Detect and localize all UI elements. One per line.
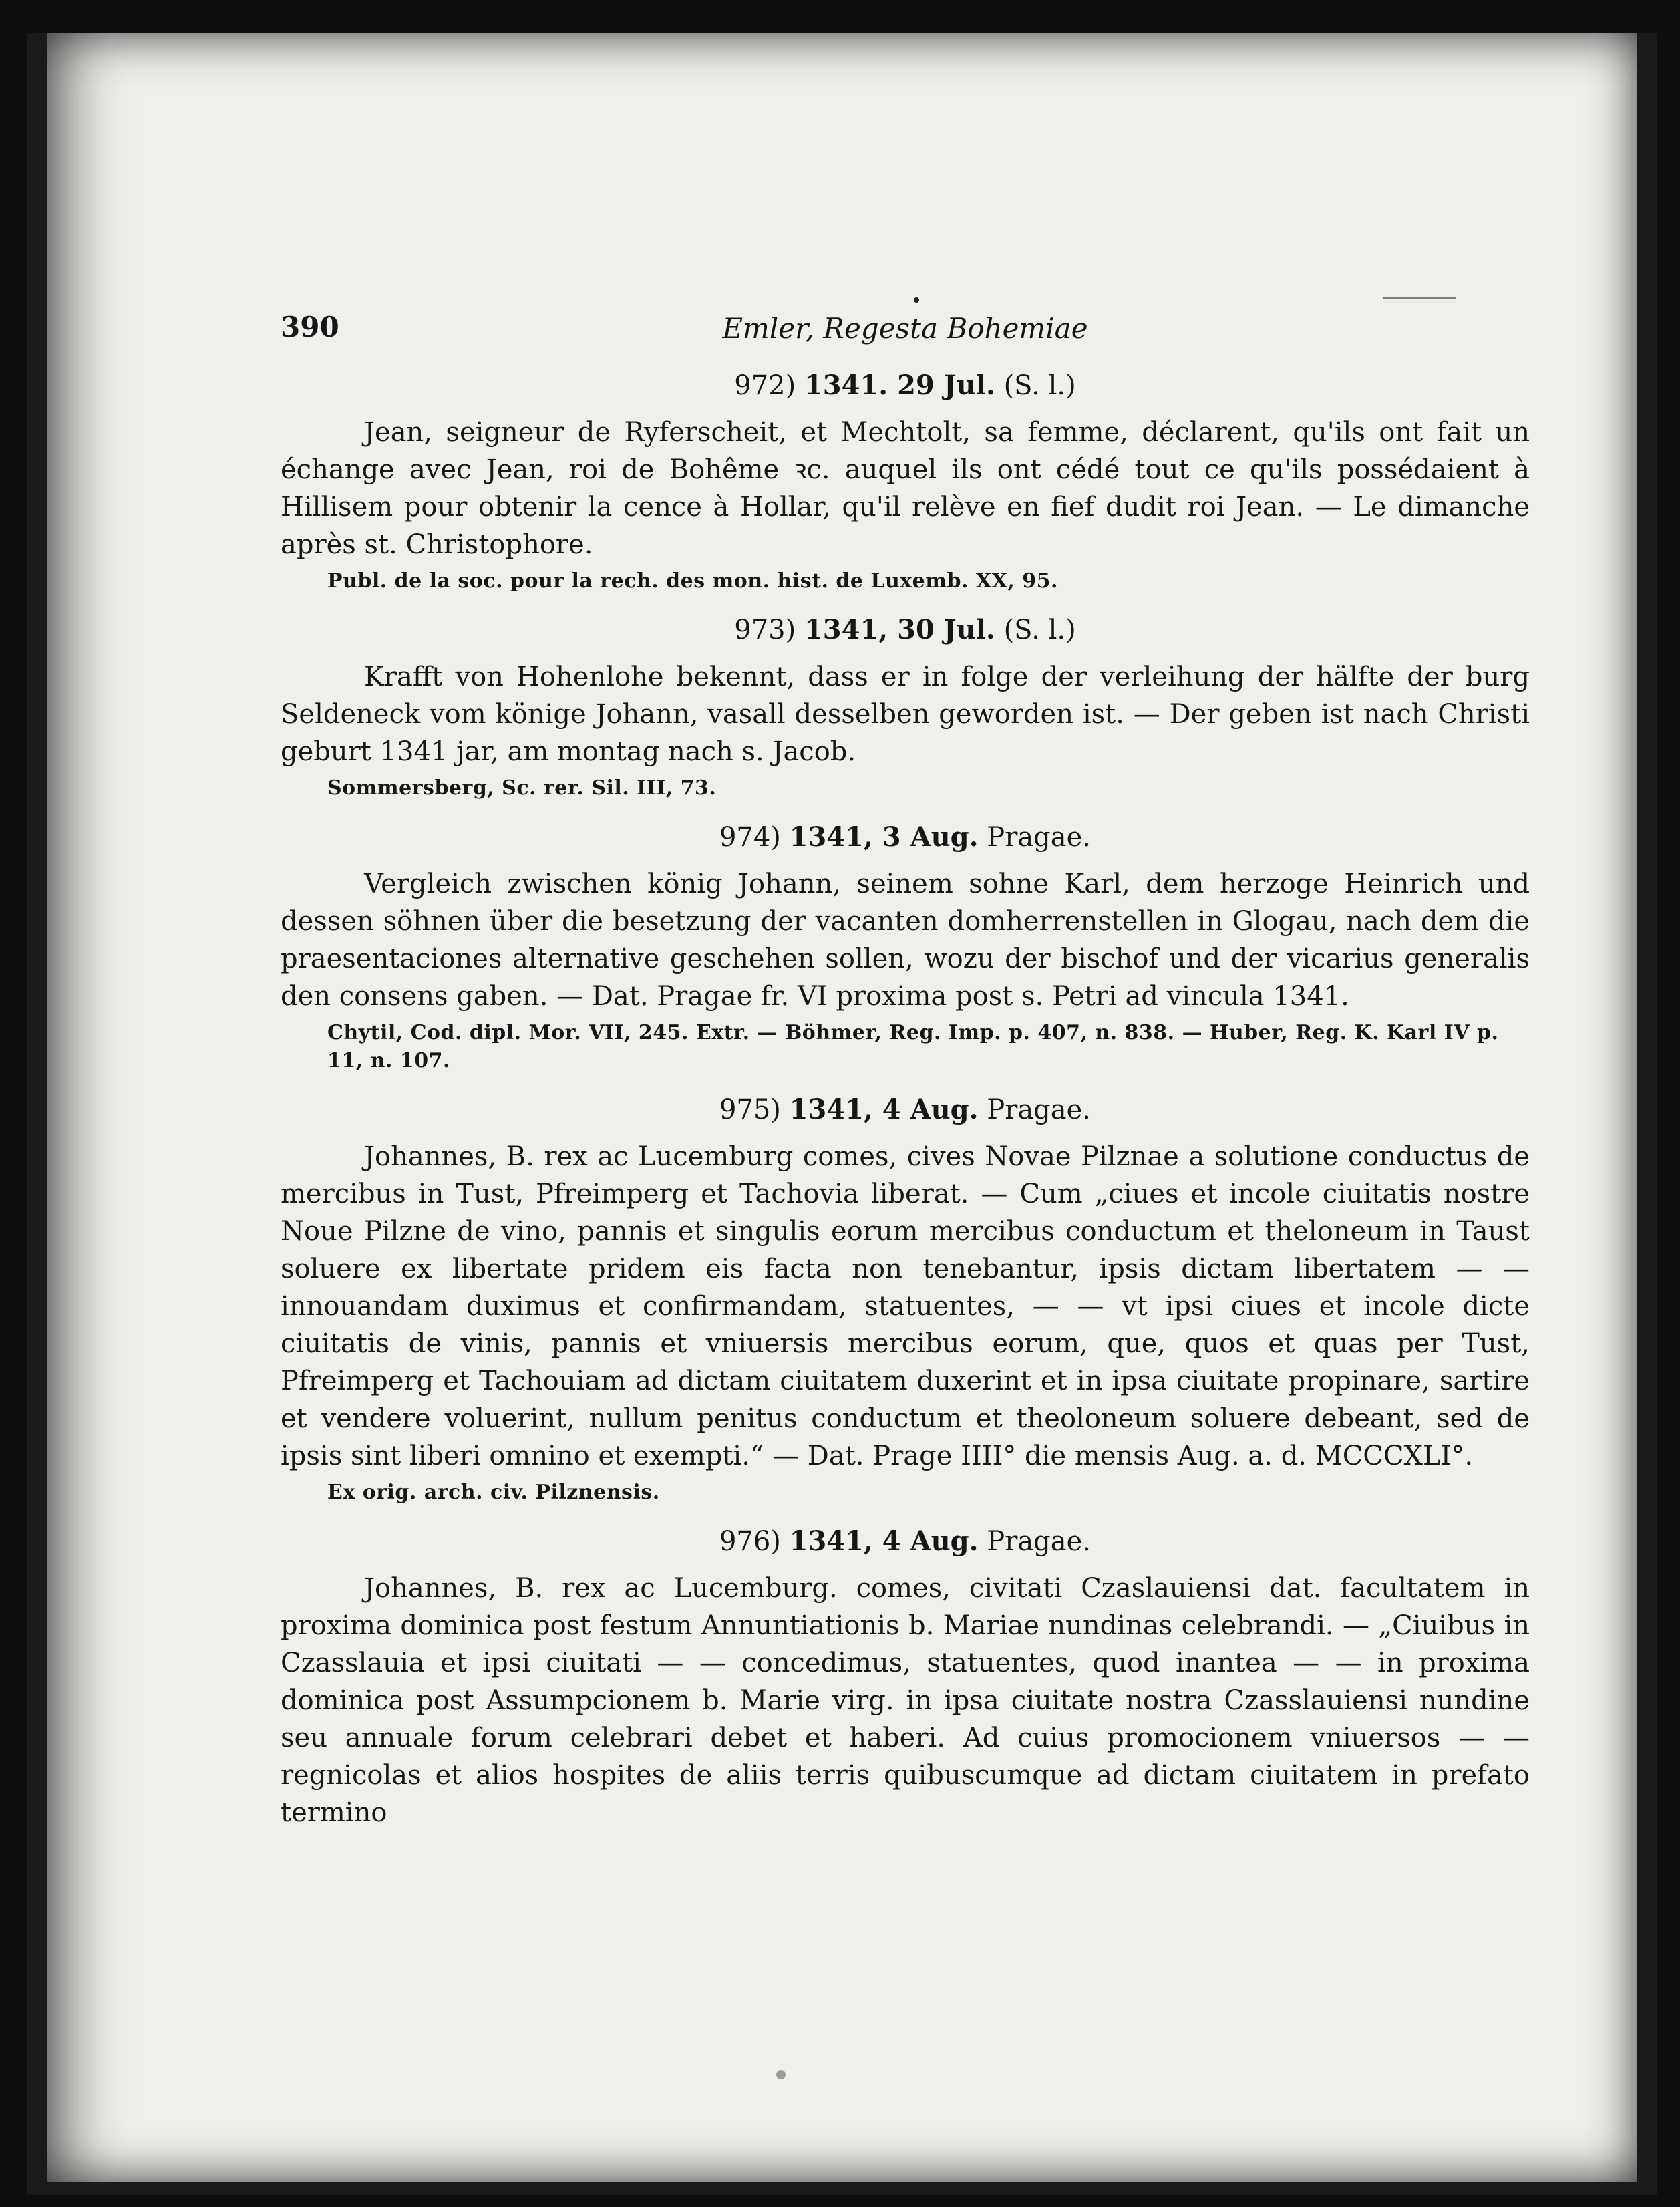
entry-body: Vergleich zwischen könig Johann, seinem sohne Karl, dem herzoge Heinrich und dessen söhnen über die besetzung der vacanten domherrenstellen in Glogau, nach dem die praesentaciones alternative geschehen sollen, wozu der bischof und der vicarius generalis den consens gaben. — Dat. Pragae fr. VI proxima post s. Petri ad vincula 1341. [281, 869, 1530, 1012]
entry-date: 1341, 3 Aug. [789, 821, 979, 853]
entry [281, 610, 1530, 802]
entry-place: Pragae. [987, 822, 1091, 853]
entry-source: Publ. de la soc. pour la rech. des mon. hist. de Luxemb. XX, 95. [327, 569, 1058, 593]
page-content [281, 297, 1530, 1831]
entry-number: 973) [734, 615, 796, 645]
entry-heading [281, 817, 1530, 857]
entry [281, 1090, 1530, 1507]
entry-number: 975) [719, 1094, 781, 1125]
head-dot [914, 297, 919, 303]
entry-place: (S. l.) [1003, 370, 1076, 401]
entry-source: Chytil, Cod. dipl. Mor. VII, 245. Extr. — Böhmer, Reg. Imp. p. 407, n. 838. — Huber, Reg. K. Karl IV p. 11, n. 107. [327, 1021, 1499, 1072]
entry-place: (S. l.) [1003, 615, 1076, 645]
entry-date: 1341, 4 Aug. [789, 1094, 979, 1125]
entry-heading [281, 365, 1530, 406]
entry-body: Jean, seigneur de Ryferscheit, et Mechtolt, sa femme, déclarent, qu'ils ont fait un échange avec Jean, roi de Bohême ꝛc. auquel ils ont cédé tout ce qu'ils possédaient à Hillisem pour obtenir la cence à Hollar, qu'il relève en fief dudit roi Jean. — Le dimanche après st. Christophore. [281, 417, 1530, 560]
entry-heading [281, 1090, 1530, 1130]
running-head [281, 297, 1530, 351]
entry-number: 976) [719, 1526, 781, 1557]
entry-number: 974) [719, 822, 781, 853]
entry-body: Krafft von Hohenlohe bekennt, dass er in folge der verleihung der hälfte der burg Seldeneck vom könige Johann, vasall desselben geworden ist. — Der geben ist nach Christi geburt 1341 jar, am montag nach s. Jacob. [281, 661, 1530, 767]
entry-number: 972) [734, 370, 796, 401]
entry-body: Johannes, B. rex ac Lucemburg comes, cives Novae Pilznae a solutione conductus de mercibus in Tust, Pfreimperg et Tachovia liberat. — Cum „ciues et incole ciuitatis nostre Noue Pilzne de vino, pannis et singulis eorum mercibus conductum et theloneum in Taust soluere ex libertate pridem eis facta non tenebantur, ipsis dictam libertatem — — innouandam duximus et confirmandam, statuentes, — — vt ipsi ciues et incole dicte ciuitatis de vinis, pannis et vniuersis mercibus eorum, que, quos et quas per Tust, Pfreimperg et Tachouiam ad dictam ciuitatem duxerint et in ipsa ciuitate propinare, sartire et vendere voluerint, nullum penitus conductum et theoloneum soluere debeant, sed de ipsis sint liberi omnino et exempti.“ — Dat. Prage IIII° die mensis Aug. a. d. MCCCXLI°. [281, 1141, 1530, 1471]
document-page [47, 33, 1637, 2182]
entry-heading [281, 610, 1530, 650]
entry [281, 365, 1530, 595]
scan-artifact-dot [776, 2070, 786, 2079]
entry-place: Pragae. [987, 1094, 1091, 1125]
entry-date: 1341, 30 Jul. [804, 614, 995, 645]
entry-date: 1341, 4 Aug. [789, 1525, 979, 1557]
entry-source: Sommersberg, Sc. rer. Sil. III, 73. [327, 776, 717, 800]
entry [281, 817, 1530, 1075]
entry [281, 1521, 1530, 1831]
entry-place: Pragae. [987, 1526, 1091, 1557]
entry-source: Ex orig. arch. civ. Pilznensis. [327, 1481, 660, 1504]
entry-date: 1341. 29 Jul. [804, 370, 995, 401]
page-number: 390 [281, 311, 339, 343]
entry-heading [281, 1521, 1530, 1562]
running-title: Emler, Regesta Bohemiae [722, 312, 1088, 345]
entry-body: Johannes, B. rex ac Lucemburg. comes, civitati Czaslauiensi dat. facultatem in proxima dominica post festum Annuntiationis b. Mariae nundinas celebrandi. — „Ciuibus in Czasslauia et ipsi ciuitati — — concedimus, statuentes, quod inantea — — in proxima dominica post Assumpcionem b. Marie virg. in ipsa ciuitate nostra Czasslauiensi nundine seu annuale forum celebrari debet et haberi. Ad cuius promocionem vniuersos — — regnicolas et alios hospites de aliis terris quibuscumque ad dictam ciuitatem in prefato termino [281, 1573, 1530, 1828]
